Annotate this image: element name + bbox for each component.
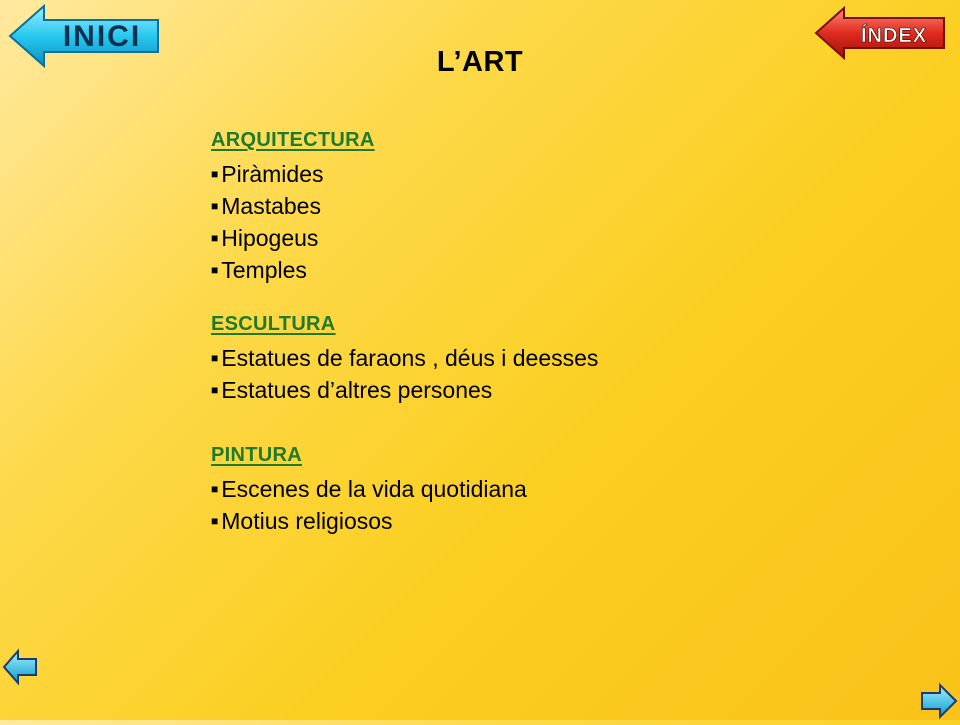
list-item-label: Motius religiosos <box>221 508 393 534</box>
index-label: ÍNDEX <box>860 25 928 47</box>
list-item-label: Mastabes <box>221 193 321 219</box>
list-item <box>211 342 771 374</box>
list-item <box>211 190 771 222</box>
bullet-icon: ■ <box>211 199 219 213</box>
bullet-icon: ■ <box>211 383 219 397</box>
bullet-icon: ■ <box>211 167 219 181</box>
slide-content <box>211 126 771 537</box>
previous-slide-button[interactable] <box>2 648 38 686</box>
list-item <box>211 374 771 406</box>
list-item-label: Estatues d’altres persones <box>221 377 493 403</box>
bullet-icon: ■ <box>211 351 219 365</box>
list-item-label: Temples <box>221 257 307 283</box>
list-item <box>211 158 771 190</box>
list-item-label: Escenes de la vida quotidiana <box>221 476 527 502</box>
list-item <box>211 222 771 254</box>
section-heading-link[interactable]: PINTURA <box>211 444 302 466</box>
inici-label: INICI <box>62 20 142 53</box>
section-heading-link[interactable]: ESCULTURA <box>211 313 336 335</box>
section-heading-link[interactable]: ARQUITECTURA <box>211 129 375 151</box>
list-item-label: Estatues de faraons , déus i deesses <box>221 345 599 371</box>
bullet-icon: ■ <box>211 231 219 245</box>
list-item <box>211 505 771 537</box>
arrow-right-icon <box>920 682 958 720</box>
section-escultura <box>211 310 771 406</box>
section-arquitectura <box>211 126 771 286</box>
list-item <box>211 254 771 286</box>
arrow-left-icon <box>2 648 38 686</box>
list-item-label: Hipogeus <box>221 225 319 251</box>
bullet-icon: ■ <box>211 482 219 496</box>
page-title: L’ART <box>436 46 524 78</box>
section-pintura <box>211 441 771 537</box>
list-item-label: Piràmides <box>221 161 324 187</box>
list-item <box>211 473 771 505</box>
next-slide-button[interactable] <box>920 682 958 720</box>
bullet-icon: ■ <box>211 514 219 528</box>
bullet-icon: ■ <box>211 263 219 277</box>
